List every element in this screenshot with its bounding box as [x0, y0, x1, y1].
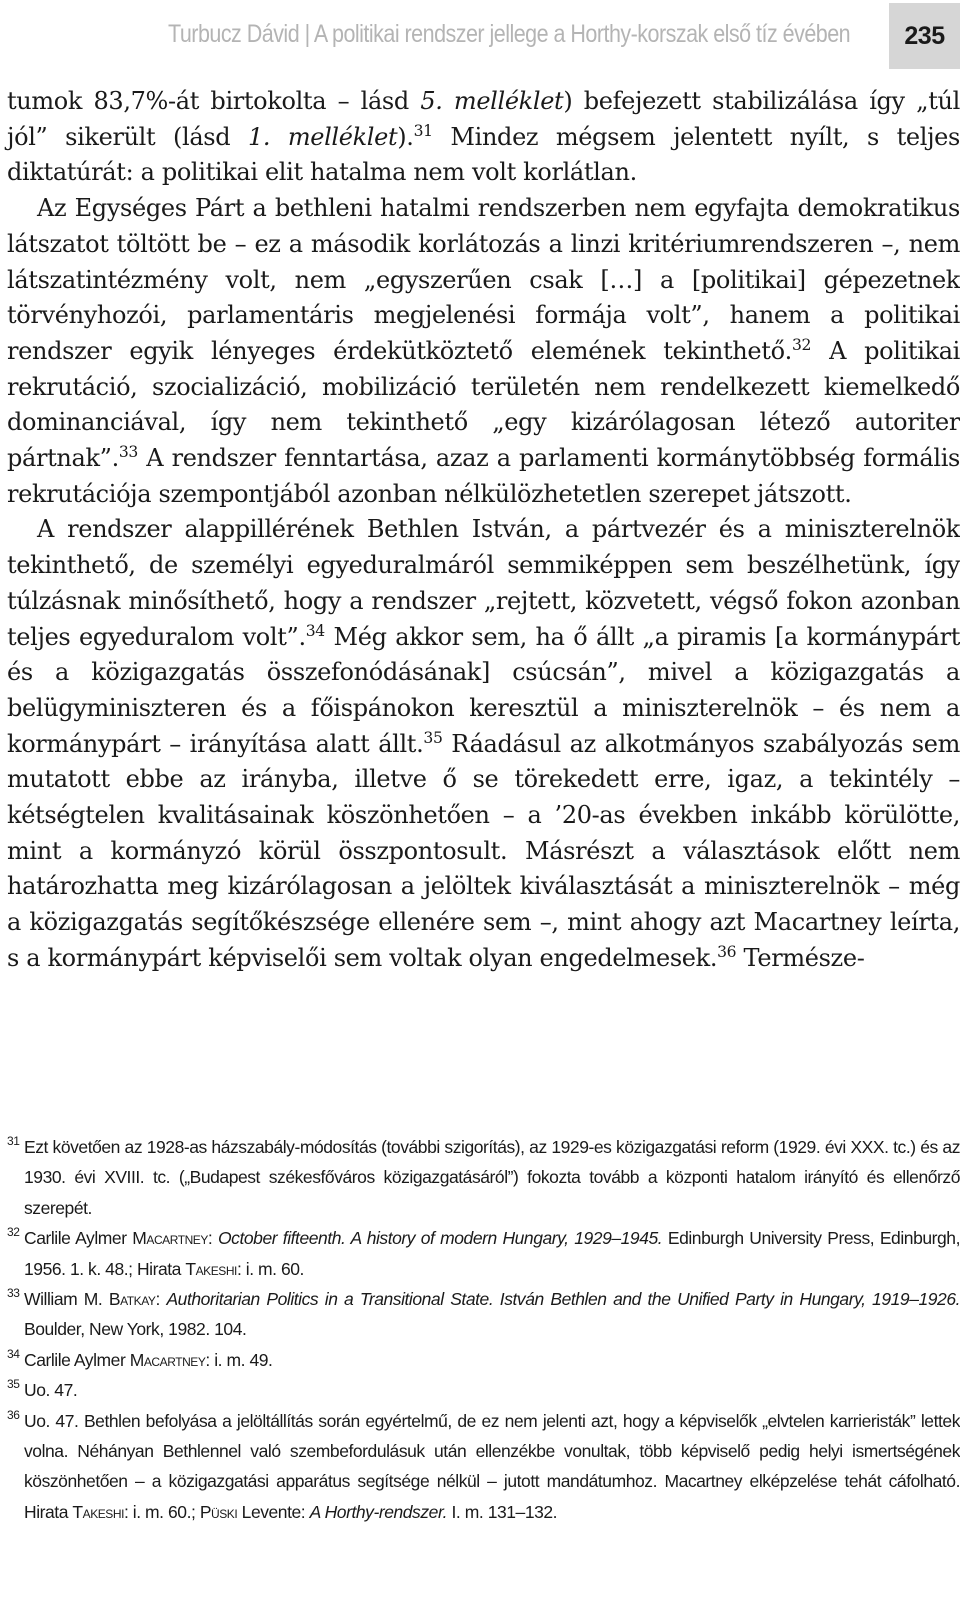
footnote-32 — [7, 1223, 960, 1284]
text-run: A politikai rekrutáció, szocializáció, mobilizáció területén nem rendelkezett kiemelkedő dominanciával, így nem tekinthető „egy kizárólagosan létező autoriter pártnak”. — [7, 336, 960, 473]
footnote-text — [24, 1406, 960, 1528]
text-run: tumok 83,7%-át birtokolta – lásd — [7, 87, 421, 115]
text-run: Carlile Aylmer — [24, 1349, 130, 1370]
footnote-number: 32 — [7, 1225, 20, 1240]
footnote-31 — [7, 1132, 960, 1223]
footnote-number: 34 — [7, 1346, 20, 1361]
footnote-text — [24, 1223, 960, 1284]
running-title: Turbucz Dávid | A politikai rendszer jellege a Horthy-korszak első tíz évében — [167, 20, 850, 48]
paragraph-3 — [7, 512, 960, 976]
text-run: : i. m. 49. — [205, 1349, 273, 1370]
main-text — [7, 84, 960, 977]
text-run: Uo. 47. Bethlen befolyása a jelöltállítás során egyértelmű, de ez nem jelenti azt, hogy a képviselők „elvtelen karrieristák” lettek volna. Néhányan Bethlennel való szembefordulásuk után ellenzékbe vonultak, több képviselő pedig helyi ismertségének köszönhetően – a közigazgatási apparátus segítsége nélkül – jutott mandátumhoz. Macartney elképzelése tehát cáfolható. Hirata — [24, 1410, 960, 1522]
footnote-ref-33[interactable]: 33 — [118, 443, 139, 462]
footnote-text — [24, 1375, 960, 1405]
text-run: Mindez mégsem jelentett nyílt, s teljes diktatúrát: a politikai elit hatalma nem volt korlátlan. — [7, 122, 960, 187]
footnotes — [7, 1132, 960, 1527]
text-run: Uo. 47. — [24, 1380, 78, 1401]
text-run: Carlile Aylmer — [24, 1228, 133, 1249]
footnote-34 — [7, 1345, 960, 1375]
footnote-number: 36 — [7, 1407, 20, 1422]
text-run: : — [207, 1228, 219, 1249]
text-run: : i. m. 60.; — [123, 1501, 200, 1522]
footnote-text — [24, 1345, 960, 1375]
author-name: Takeshi — [185, 1258, 237, 1279]
footnote-ref-36[interactable]: 36 — [717, 942, 737, 961]
text-run: A rendszer alappillérének Bethlen István, a pártvezér és a miniszterelnök tekinthető, de személyi egyeduralmáról semmiképpen sem beszélhetünk, így túlzásnak minősíthető, hogy a rendszer „rejtett, közvetett, végső fokon azonban teljes egyeduralom volt”. — [7, 515, 960, 651]
footnote-ref-32[interactable]: 32 — [791, 335, 812, 354]
book-title: Authoritarian Politics in a Transitional State. István Bethlen and the Unified Party in Hungary, 1919–1926. — [166, 1289, 960, 1310]
footnote-number: 33 — [7, 1286, 20, 1301]
italic-run: 1. melléklet — [247, 122, 398, 151]
page-number-box — [889, 3, 960, 69]
author-name: Püski — [199, 1501, 238, 1522]
text-run: Boulder, New York, 1982. 104. — [24, 1319, 247, 1340]
footnote-ref-35[interactable]: 35 — [423, 728, 443, 747]
page-number: 235 — [904, 22, 945, 50]
text-run: ). — [397, 122, 414, 151]
text-run: Természe- — [736, 943, 865, 972]
footnote-33 — [7, 1284, 960, 1345]
text-run: : i. m. 60. — [236, 1258, 304, 1279]
footnote-number: 35 — [7, 1377, 20, 1392]
book-title: October fifteenth. A history of modern Hungary, 1929–1945. — [218, 1228, 663, 1249]
text-run: William M. — [24, 1289, 109, 1310]
footnote-ref-34[interactable]: 34 — [305, 621, 325, 640]
author-name: Batkay — [108, 1289, 156, 1310]
author-name: Macartney — [129, 1349, 206, 1370]
text-run: A rendszer fenntartása, azaz a parlamenti kormánytöbbség formális rekrutációja szempontjából azonban nélkülözhetetlen szerepet játszott. — [7, 444, 960, 508]
text-run: I. m. 131–132. — [447, 1501, 558, 1522]
footnote-number: 31 — [7, 1134, 20, 1148]
footnote-36 — [7, 1406, 960, 1528]
text-run: Az Egységes Párt a bethleni hatalmi rendszerben nem egyfajta demokratikus látszatot töltött be – ez a második korlátozás a linzi kritériumrendszeren –, nem látszatintézmény volt, nem „egyszerűen csak […] a [politikai] gépezetnek törvényhozói, parlamentáris megjelenési formája volt”, hanem a politikai rendszer egyik lényeges érdekütköztető elemének tekinthető. — [7, 194, 960, 365]
text-run: Ráadásul az alkotmányos szabályozás sem mutatott ebbe az irányba, illetve ő se törekedett erre, igaz, a tekintély – kétségtelen kvalitásainak köszönhetően – a ’20-as években inkább körülötte, mint a kormányzó körül összpontosult. Másrészt a választások előtt nem határozhatta meg kizárólagosan a jelöltek kiválasztását a miniszterelnök – még a közigazgatás segítőkészsége ellenére sem –, mint ahogy azt Macartney leírta, s a kormánypárt képviselői sem voltak olyan engedelmesek. — [7, 729, 960, 972]
running-header — [0, 0, 960, 72]
footnote-text — [24, 1132, 960, 1223]
author-name: Macartney — [132, 1228, 208, 1249]
text-run: ) befejezett stabilizálása így „túl jól” sikerült (lásd — [7, 87, 960, 151]
text-run: Levente: — [237, 1501, 310, 1522]
footnote-text — [24, 1284, 960, 1345]
text-run: Ezt követően az 1928-as házszabály-módosítás (további szigorítás), az 1929-es közigazgatási reform (1929. évi XXX. tc.) és az 1930. évi XVIII. tc. („Budapest székesfőváros közigazgatásáról”) fokozta tovább a központi hatalom irányító és ellenőrző szerepét. — [24, 1137, 960, 1218]
paragraph-2 — [7, 191, 960, 512]
italic-run: 5. melléklet — [420, 87, 564, 115]
text-run: Edinburgh University Press, Edinburgh, 1956. 1. k. 48.; Hirata — [24, 1228, 960, 1279]
paragraph-1 — [7, 84, 960, 191]
text-run: : — [155, 1289, 167, 1310]
text-run: Még akkor sem, ha ő állt „a piramis [a kormánypárt és a közigazgatás összefonódásának] csúcsán”, mivel a közigazgatás a belügyminiszteren és a főispánokon keresztül a miniszterelnök – és nem a kormánypárt – irányítása alatt állt. — [7, 622, 960, 758]
footnote-ref-31[interactable]: 31 — [413, 121, 433, 140]
author-name: Takeshi — [72, 1501, 124, 1522]
footnote-35 — [7, 1375, 960, 1405]
book-title: A Horthy-rendszer. — [309, 1501, 448, 1522]
